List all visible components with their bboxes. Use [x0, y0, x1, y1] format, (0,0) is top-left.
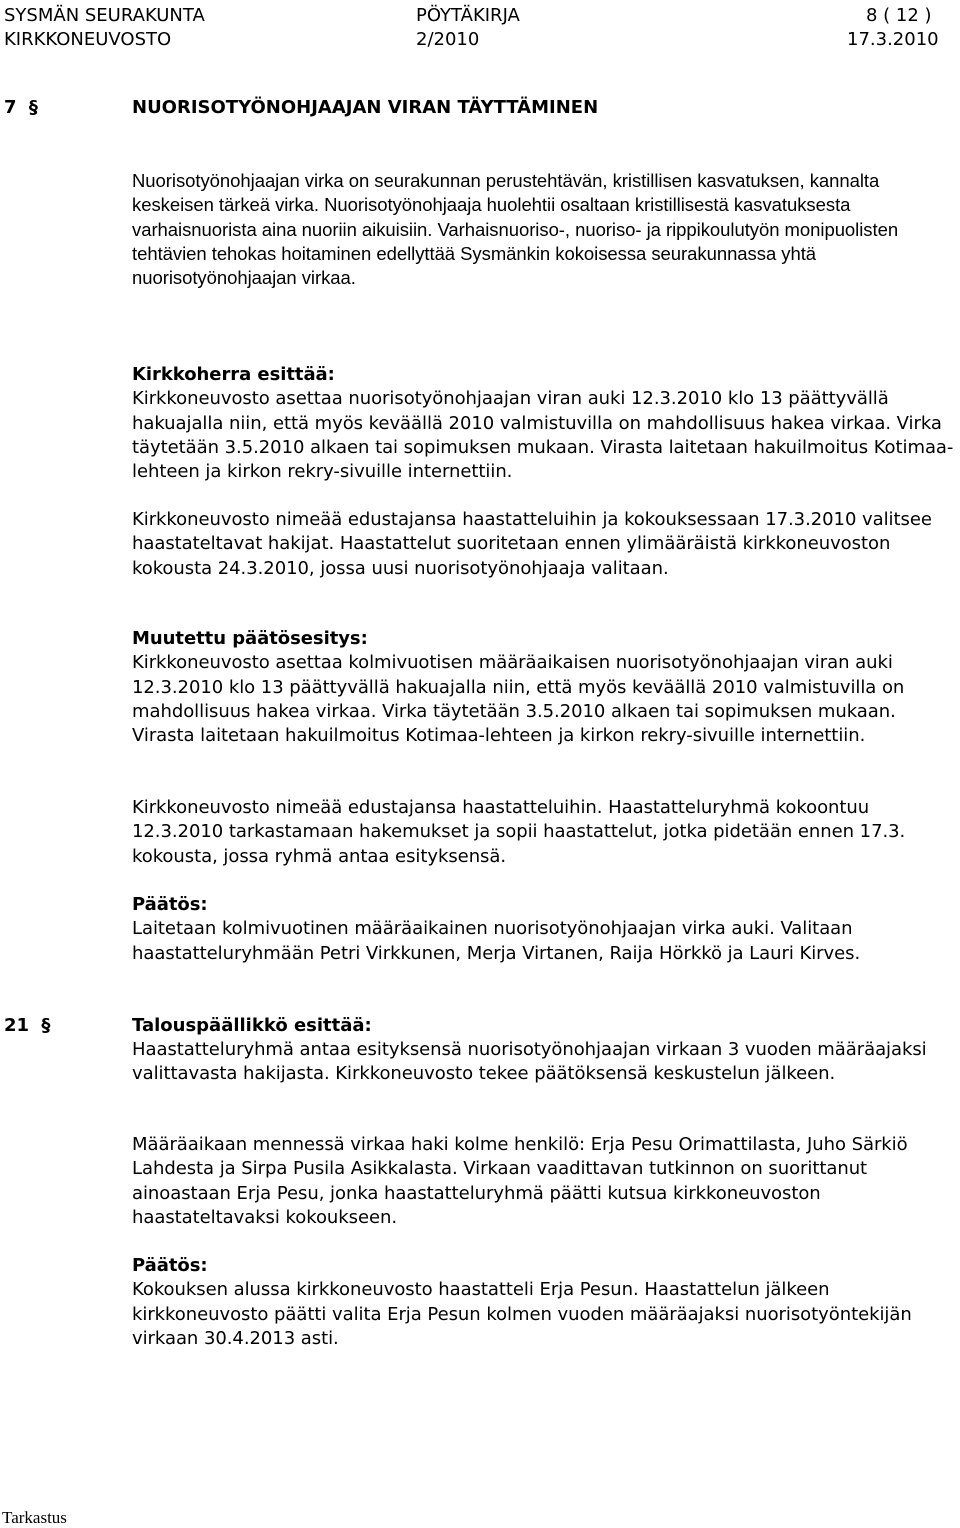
header-org: SYSMÄN SEURAKUNTA — [4, 5, 205, 26]
section-number: 21 — [4, 1015, 30, 1036]
amended-text: Kirkkoneuvosto asettaa kolmivuotisen määräaikaisen nuorisotyönohjaajan viran auki 12.3.2010 klo 13 päättyvällä hakuajalla niin, että myös keväällä 2010 valmistuvilla on mahdollisuus hakea virkaa. Virka täytetään 3.5.2010 alkaen tai sopimuksen mukaan. Virasta laitetaan hakuilmoitus Kotimaa-lehteen ja kirkon rekry-sivuille internettiin. — [132, 652, 905, 747]
decision-heading: Päätös: — [132, 1255, 208, 1276]
footer-review-label: Tarkastus — [2, 1508, 67, 1527]
section-7-amended — [132, 627, 958, 748]
section-21-number — [4, 1015, 50, 1036]
header-body: KIRKKONEUVOSTO — [4, 29, 172, 50]
section-sign: § — [28, 97, 38, 118]
amended-heading: Muutettu päätösesitys: — [132, 628, 368, 649]
decision-heading: Päätös: — [132, 894, 208, 915]
section-21-paragraph-1: Haastatteluryhmä antaa esityksensä nuorisotyönohjaajan virkaan 3 vuoden määräajaksi valittavasta hakijasta. Kirkkoneuvosto tekee päätöksensä keskustelun jälkeen. — [132, 1039, 927, 1085]
section-sign: § — [41, 1015, 51, 1036]
decision-text: Laitetaan kolmivuotinen määräaikainen nuorisotyönohjaajan virka auki. Valitaan haastatteluryhmään Petri Virkkunen, Merja Virtanen, Raija Hörkkö ja Lauri Kirves. — [132, 918, 861, 964]
proposal-text: Kirkkoneuvosto asettaa nuorisotyönohjaajan viran auki 12.3.2010 klo 13 päättyvällä hakuajalla niin, että myös keväällä 2010 valmistuvilla on mahdollisuus hakea virkaa. Virka täytetään 3.5.2010 alkaen tai sopimuksen mukaan. Virasta laitetaan hakuilmoitus Kotimaa-lehteen ja kirkon rekry-sivuille internettiin. — [132, 388, 954, 483]
header-doc-type: PÖYTÄKIRJA — [416, 5, 520, 26]
section-7-number — [4, 97, 38, 118]
section-7-amended-2: Kirkkoneuvosto nimeää edustajansa haastatteluihin. Haastatteluryhmä kokoontuu 12.3.2010 tarkastamaan hakemukset ja sopii haastattelut, jotka pidetään ennen 17.3. kokousta, jossa ryhmä antaa esityksensä. — [132, 797, 906, 867]
header-date: 17.3.2010 — [847, 29, 939, 50]
section-7-intro: Nuorisotyönohjaajan virka on seurakunnan perustehtävän, kristillisen kasvatuksen, kannalta keskeisen tärkeä virka. Nuorisotyönohjaaja huolehtii osaltaan kristillisestä kasvatuksesta varhaisnuorista aina nuoriin aikuisiin. Varhaisnuoriso-, nuoriso- ja rippikoulutyön monipuolisten tehtävien tehokas hoitaminen edellyttää Sysmänkin kokoisessa seurakunnassa yhtä nuorisotyönohjaajan virkaa. — [132, 170, 899, 289]
section-7-proposal-2: Kirkkoneuvosto nimeää edustajansa haastatteluihin ja kokouksessaan 17.3.2010 valitsee haastateltavat hakijat. Haastattelut suoritetaan ennen ylimääräistä kirkkoneuvoston kokousta 24.3.2010, jossa uusi nuorisotyönohjaaja valitaan. — [132, 509, 932, 579]
section-21-paragraph-2: Määräaikaan mennessä virkaa haki kolme henkilö: Erja Pesu Orimattilasta, Juho Särkiö Lahdesta ja Sirpa Pusila Asikkalasta. Virkaan vaadittavan tutkinnon on suorittanut ainoastaan Erja Pesu, jonka haastatteluryhmä päätti kutsua kirkkoneuvoston haastateltavaksi kokoukseen. — [132, 1134, 908, 1228]
header-meeting-number: 2/2010 — [416, 29, 480, 50]
proposal-heading: Kirkkoherra esittää: — [132, 364, 335, 385]
section-7-title: NUORISOTYÖNOHJAAJAN VIRAN TÄYTTÄMINEN — [132, 97, 599, 118]
section-7-decision — [132, 893, 958, 966]
decision-text: Kokouksen alussa kirkkoneuvosto haastatteli Erja Pesun. Haastattelun jälkeen kirkkoneuvosto päätti valita Erja Pesun kolmen vuoden määräajaksi nuorisotyöntekijän virkaan 30.4.2013 asti. — [132, 1279, 912, 1349]
section-7-proposal — [132, 363, 958, 484]
section-21-decision — [132, 1254, 958, 1351]
section-number: 7 — [4, 97, 17, 118]
section-21-title: Talouspäällikkö esittää: — [132, 1015, 372, 1036]
header-page-number: 8 ( 12 ) — [866, 5, 932, 26]
